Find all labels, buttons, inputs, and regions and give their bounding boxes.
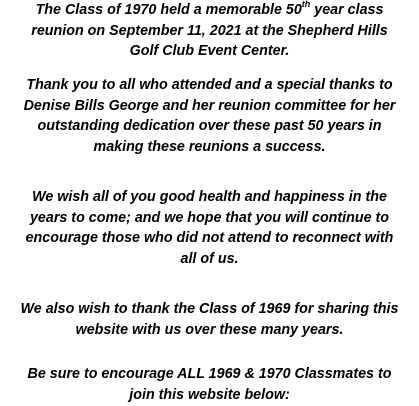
ordinal-suffix: th <box>301 0 311 10</box>
join-line-2: join this website below: <box>129 386 290 403</box>
reunion-line-2: reunion on September 11, 2021 at the Shepherd Hills <box>31 22 388 39</box>
wishes-line-3: encourage those who did not attend to reconnect with <box>25 230 394 246</box>
wishes-line-2: years to come; and we hope that you will continue to <box>29 209 390 226</box>
reunion-line-3: Golf Club Event Center. <box>129 43 290 59</box>
wishes-line-4: all of us. <box>180 250 239 267</box>
reunion-line-1 <box>0 0 419 21</box>
thanks-line-2: Denise Bills George and her reunion committee for her <box>23 97 396 114</box>
join-line-1: Be sure to encourage ALL 1969 & 1970 Classmates to <box>27 366 392 382</box>
join-paragraph <box>0 364 419 405</box>
thanks-line-3: outstanding dedication over these past 50 years in <box>37 118 382 134</box>
class-1969-line-1: We also wish to thank the Class of 1969 for sharing this <box>20 301 399 317</box>
reunion-paragraph <box>0 0 419 62</box>
thanks-line-4: making these reunions a success. <box>93 138 326 155</box>
class-1969-line-2: website with us over these many years. <box>75 321 344 338</box>
thanks-line-1: Thank you to all who attended and a special thanks to <box>26 77 393 93</box>
reunion-line-1-post: year class <box>310 2 384 18</box>
wishes-line-1: We wish all of you good health and happiness in the <box>32 189 387 205</box>
thanks-paragraph <box>0 75 419 157</box>
reunion-line-1-pre: The Class of 1970 held a memorable 50 <box>35 2 302 18</box>
class-1969-paragraph <box>0 299 419 340</box>
wishes-paragraph <box>0 187 419 269</box>
